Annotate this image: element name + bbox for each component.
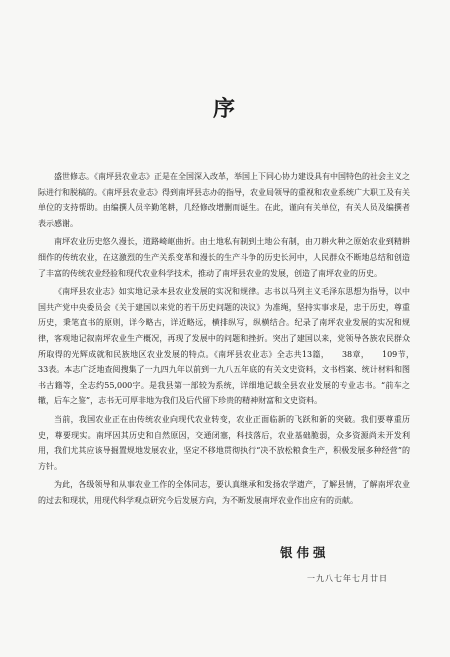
page-title: 序	[212, 96, 237, 122]
document-date: 一九八七年七月廿日	[307, 574, 388, 583]
paragraph: 当前，我国农业正在由传统农业向现代农业转变，农业正面临新的飞跃和新的突破。我们要尊重历史，尊要现实。南坪因其历史和自然原因，交通闭塞，科技落后，农业基础脆弱，众多资源尚未开发利用，我们尤其应该导掘置规地发展农业，坚定不移地贯彻执行“决不放松粮食生产，积极发展多种经营”的方针。	[38, 414, 410, 471]
preface-body	[38, 169, 426, 511]
paragraph: 南坪农业历史悠久漫长，道路崎岖曲折。由土地私有制到土地公有制，由刀耕火种之原始农业到精耕细作的传统农业，在这激烈的生产关系变革和漫长的生产斗争的历史长河中，人民群众不断地总结和创造了丰富的传统农业经验和现代农业科学技术，推动了南坪县农业的发展，创造了南坪农业的历史。	[38, 237, 410, 278]
paragraph: 盛世修志。《南坪县农业志》正是在全国深入改革，举国上下同心协力建设具有中国特色的社会主义之际进行和脱稿的。《南坪县农业志》得到南坪县志办的指导，农业局领导的重视和农业系统广大职工及有关单位的支持帮助。由编撰人员辛勤笔耕，几经修改增删而诞生。在此，谨向有关单位，有关人员及编撰者表示感谢。	[38, 172, 410, 228]
paragraph: 《南坪县农业志》如实地记录本县农业发展的实况和规律。志书以马列主义毛泽东思想为指导，以中国共产党中央委员会《关于建国以来党的若干历史问题的决议》为准绳，坚持实事求是，忠于历史，尊重历史，秉笔直书的原则，详今略古，详近略远，横排纵写，纵横结合。纪录了南坪农业发展的实况和规律，客观地记叙南坪农业生产概况，再现了发展中的问题和挫折。突出了建国以来，党领导各族农民群众所取得的光辉成就和民族地区农业发展的特点。《南坪县农业志》全志共13篇， 38章， 109节， 33表。本志广泛地查阅搜集了一九四九年以前到一九八五年底的有关文史资料，文书档案、统计材料和图书古籍等，全志约55,000字。是我县第一部较为系统，详细地记载全县农业发展的专业志书。“前车之辙，后车之鉴”，志书无可厚非地为我们及后代留下珍贵的精神财富和文史资料。	[38, 287, 426, 406]
author-signature: 银伟强	[280, 545, 330, 560]
paragraph: 为此，各级领导和从事农业工作的全体同志，要认真继承和发扬农学遗产，了解县情，了解南坪农业的过去和现状，用现代科学观点研究今后发展方向，为不断发展南坪农业作出应有的贡献。	[38, 480, 410, 505]
